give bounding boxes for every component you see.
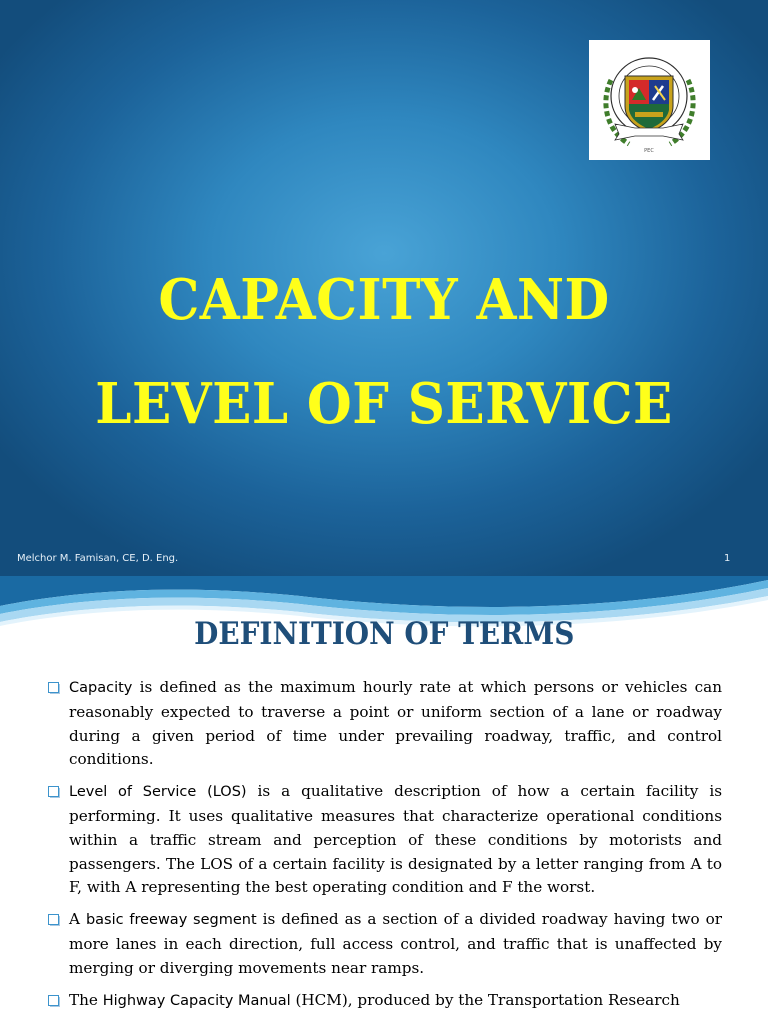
term-label: Highway Capacity Manual [102, 992, 291, 1009]
slide-number: 1 [724, 553, 731, 564]
term-label: Level of Service (LOS) [69, 784, 247, 801]
checkbox-bullet-icon [48, 786, 59, 797]
list-item: The Highway Capacity Manual (HCM), produced by the Transportation Research [48, 989, 722, 1014]
definition-list [48, 676, 722, 1021]
definition-text: is defined as a section of a divided roadway having two or more lanes in each direction, full access control, and traffic that is unaffected by merging or diverging movements near ramps. [69, 910, 722, 977]
checkbox-bullet-icon [48, 914, 59, 925]
definition-text: is a qualitative description of how a certain facility is performing. It uses qualitative measures that characterize operational conditions within a traffic stream and perception of these conditions by motorists and passengers. The LOS of a certain facility is designated by a letter ranging from A to F, with A representing the best operating condition and F the worst. [69, 782, 722, 897]
list-item [48, 676, 722, 772]
definitions-slide [0, 576, 768, 1024]
definition-text: (HCM), produced by the Transportation Research [290, 990, 680, 1009]
list-item [48, 780, 722, 900]
title-line-2: LEVEL OF SERVICE [95, 371, 673, 437]
checkbox-bullet-icon [48, 995, 59, 1006]
title-line-1: CAPACITY AND [158, 267, 610, 333]
list-item: A basic freeway segment is defined as a section of a divided roadway having two or more lanes in each direction, full access control, and traffic that is unaffected by merging or diverging movements near ramps. [48, 908, 722, 980]
section-heading: DEFINITION OF TERMS [193, 616, 575, 652]
definition-text: is defined as the maximum hourly rate at which persons or vehicles can reasonably expected to traverse a point or uniform section of a lane or roadway during a given period of time under prevailing roadway, traffic, and control conditions. [69, 678, 722, 769]
checkbox-bullet-icon [48, 682, 59, 693]
author-footer: Melchor M. Famisan, CE, D. Eng. [17, 553, 179, 564]
university-logo [589, 40, 710, 160]
term-label: basic freeway segment [85, 912, 257, 929]
term-label: Capacity [69, 680, 133, 696]
logo-text: PEC [644, 148, 654, 154]
slide-title [0, 248, 768, 456]
